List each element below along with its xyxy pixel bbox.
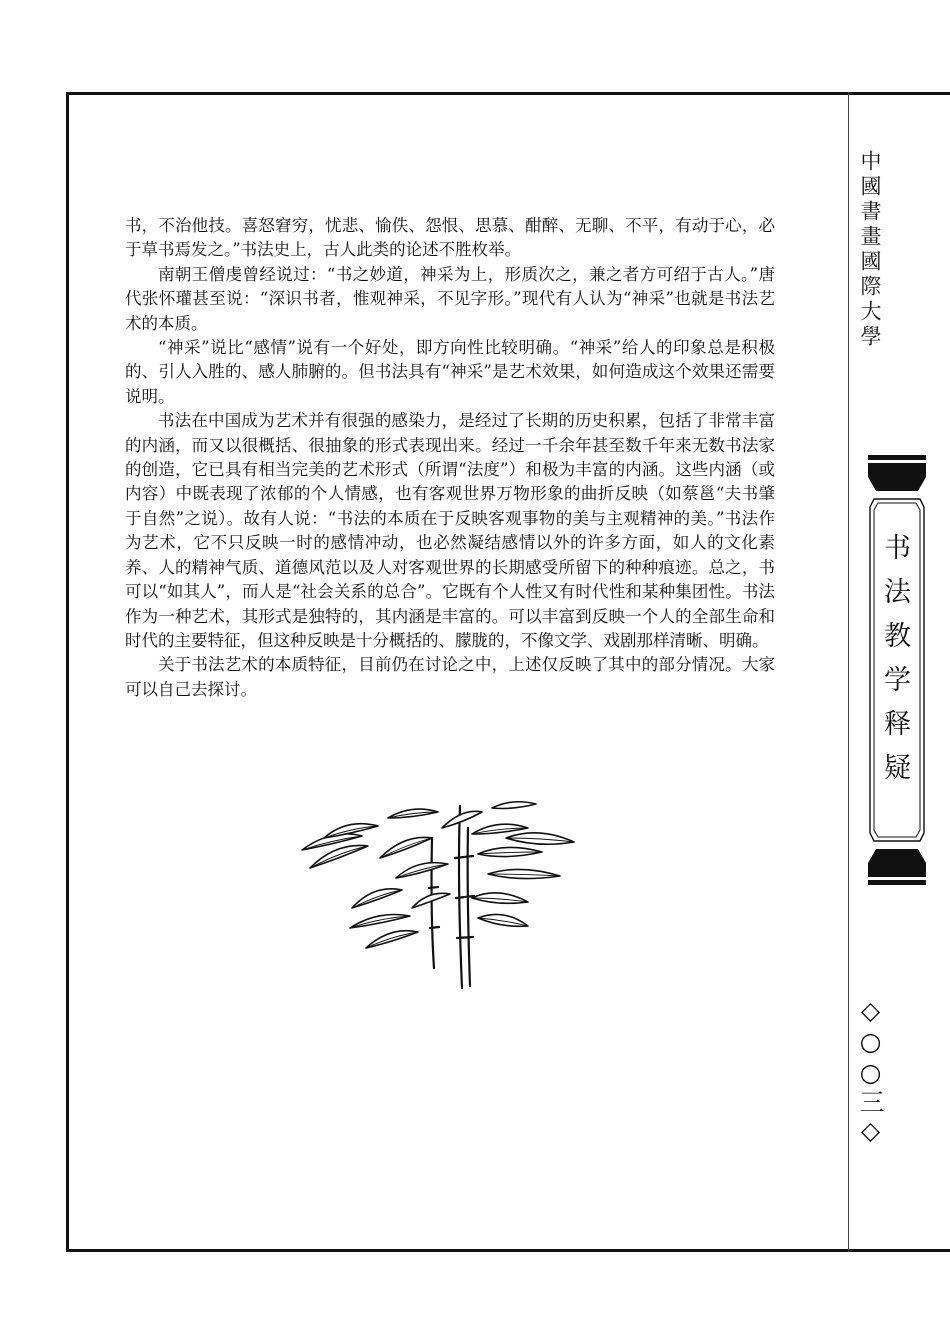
page-number: ◇○○三◇ [856, 996, 885, 1147]
paragraph: 书法在中国成为艺术并有很强的感染力，是经过了长期的历史积累，包括了非常丰富的内涵，而又以很概括、很抽象的形式表现出来。经过一千余年甚至数千年来无数书法家的创造，它已具有相当完美的艺术形式（所谓“法度”）和极为丰富的内涵。这些内涵（或内容）中既表现了浓郁的个人情感，也有客观世界万物形象的曲折反映（如蔡邕“夫书肇于自然”之说）。故有人说：“书法的本质在于反映客观事物的美与主观精神的美。”书法作为艺术，它不只反映一时的感情冲动，也必然凝结感情以外的许多方面，如人的文化素养、人的精神气质、道德风范以及人对客观世界的长期感受所留下的种种痕迹。总之，书可以“如其人”，而人是“社会关系的总合”。它既有个人性又有时代性和某种集团性。书法作为一种艺术，其形式是独特的，其内涵是丰富的。可以丰富到反映一个人的全部生命和时代的主要特征，但这种反映是十分概括的、朦胧的，不像文学、戏剧那样清晰、明确。 [125, 411, 775, 650]
bamboo-ink-drawing-icon [292, 798, 592, 993]
university-name: 中國書畫國際大學 [858, 150, 882, 350]
book-title-block [868, 455, 926, 885]
paragraph: 书，不治他技。喜怒窘穷，忧悲、愉佚、怨恨、思慕、酣醉、无聊、不平，有动于心，必于草书焉发之。”书法史上，古人此类的论述不胜枚举。 [125, 216, 775, 260]
paragraph: “神采”说比“感情”说有一个好处，即方向性比较明确。“神采”给人的印象总是积极的、引人入胜的、感人肺腑的。但书法具有“神采”是艺术效果，如何造成这个效果还需要说明。 [125, 338, 775, 406]
body-text [125, 214, 775, 702]
book-title: 书法教学释疑 [879, 533, 910, 797]
paragraph: 南朝王僧虔曾经说过：“书之妙道，神采为上，形质次之，兼之者方可绍于古人。”唐代张怀瓘甚至说：“深识书者，惟观神采，不见字形。”现代有人认为“神采”也就是书法艺术的本质。 [125, 264, 775, 333]
sidebar-divider [848, 92, 849, 1252]
paragraph: 关于书法艺术的本质特征，目前仍在讨论之中，上述仅反映了其中的部分情况。大家可以自己去探讨。 [125, 655, 775, 699]
